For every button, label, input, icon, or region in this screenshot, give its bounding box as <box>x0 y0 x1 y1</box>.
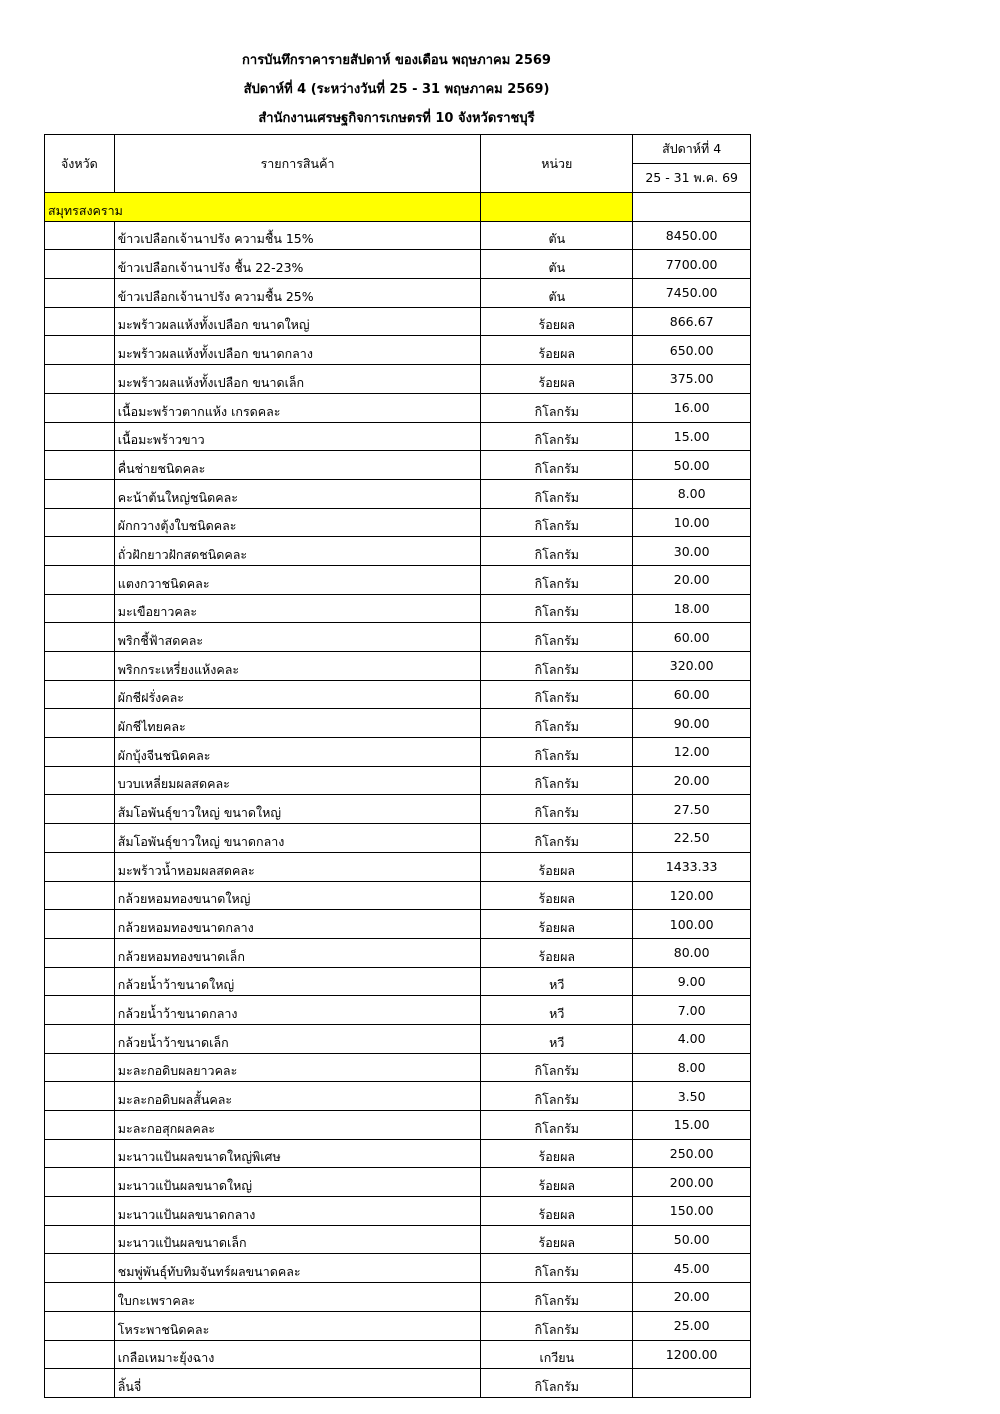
item-name: ใบกะเพราคละ <box>114 1283 481 1312</box>
table-row <box>45 824 751 853</box>
item-price: 8.00 <box>633 479 751 508</box>
item-name: ส้มโอพันธุ์ขาวใหญ่ ขนาดกลาง <box>114 824 481 853</box>
item-price: 90.00 <box>633 709 751 738</box>
item-name: เนื้อมะพร้าวขาว <box>114 422 481 451</box>
item-price: 9.00 <box>633 967 751 996</box>
row-province-cell <box>45 1168 115 1197</box>
row-province-cell <box>45 393 115 422</box>
row-province-cell <box>45 1225 115 1254</box>
item-price: 20.00 <box>633 766 751 795</box>
row-province-cell <box>45 336 115 365</box>
item-price: 8.00 <box>633 1053 751 1082</box>
item-unit: กิโลกรัม <box>481 1369 633 1398</box>
item-price: 22.50 <box>633 824 751 853</box>
row-province-cell <box>45 910 115 939</box>
row-province-cell <box>45 537 115 566</box>
item-name: กล้วยหอมทองขนาดเล็ก <box>114 938 481 967</box>
row-province-cell <box>45 852 115 881</box>
item-unit: กิโลกรัม <box>481 652 633 681</box>
item-price: 1433.33 <box>633 852 751 881</box>
item-price: 50.00 <box>633 1225 751 1254</box>
item-unit: กิโลกรัม <box>481 422 633 451</box>
item-name: ถั่วฝักยาวฝักสดชนิดคละ <box>114 537 481 566</box>
table-row <box>45 422 751 451</box>
item-unit: ร้อยผล <box>481 938 633 967</box>
row-province-cell <box>45 365 115 394</box>
row-province-cell <box>45 938 115 967</box>
item-unit: ร้อยผล <box>481 910 633 939</box>
row-province-cell <box>45 795 115 824</box>
item-price: 7700.00 <box>633 250 751 279</box>
item-price: 18.00 <box>633 594 751 623</box>
item-unit: กิโลกรัม <box>481 537 633 566</box>
row-province-cell <box>45 766 115 795</box>
table-row <box>45 1283 751 1312</box>
table-row <box>45 307 751 336</box>
item-name: พริกชี้ฟ้าสดคละ <box>114 623 481 652</box>
item-price: 45.00 <box>633 1254 751 1283</box>
title-week: สัปดาห์ที่ 4 (ระหว่างวันที่ 25 - 31 พฤษภาคม 2569) <box>243 82 550 97</box>
item-name: ผักชีฝรั่งคละ <box>114 680 481 709</box>
item-unit: ร้อยผล <box>481 1225 633 1254</box>
item-unit: ตัน <box>481 279 633 308</box>
item-name: มะเขือยาวคละ <box>114 594 481 623</box>
item-unit: หวี <box>481 967 633 996</box>
table-row <box>45 393 751 422</box>
item-name: ข้าวเปลือกเจ้านาปรัง ความชื้น 25% <box>114 279 481 308</box>
item-name: กล้วยน้ำว้าขนาดกลาง <box>114 996 481 1025</box>
item-price: 60.00 <box>633 680 751 709</box>
item-price: 3.50 <box>633 1082 751 1111</box>
item-unit: กิโลกรัม <box>481 1111 633 1140</box>
item-price: 25.00 <box>633 1311 751 1340</box>
row-province-cell <box>45 422 115 451</box>
item-name: มะละกอสุกผลคละ <box>114 1111 481 1140</box>
row-province-cell <box>45 824 115 853</box>
table-row <box>45 881 751 910</box>
row-province-cell <box>45 1254 115 1283</box>
item-unit: ตัน <box>481 221 633 250</box>
price-table <box>44 134 751 1398</box>
item-unit: กิโลกรัม <box>481 1254 633 1283</box>
table-row <box>45 250 751 279</box>
row-province-cell <box>45 1283 115 1312</box>
table-row <box>45 508 751 537</box>
table-row <box>45 1082 751 1111</box>
item-unit: ร้อยผล <box>481 1168 633 1197</box>
item-unit: ร้อยผล <box>481 336 633 365</box>
item-name: ส้มโอพันธุ์ขาวใหญ่ ขนาดใหญ่ <box>114 795 481 824</box>
table-row <box>45 1369 751 1398</box>
table-row <box>45 1024 751 1053</box>
table-row <box>45 279 751 308</box>
item-price: 120.00 <box>633 881 751 910</box>
row-province-cell <box>45 1139 115 1168</box>
item-price: 650.00 <box>633 336 751 365</box>
item-name: มะนาวแป้นผลขนาดกลาง <box>114 1197 481 1226</box>
title-office: สำนักงานเศรษฐกิจการเกษตรที่ 10 จังหวัดราชบุรี <box>258 111 535 126</box>
row-province-cell <box>45 1053 115 1082</box>
item-unit: กิโลกรัม <box>481 738 633 767</box>
item-name: กล้วยน้ำว้าขนาดใหญ่ <box>114 967 481 996</box>
row-province-cell <box>45 1024 115 1053</box>
table-row <box>45 565 751 594</box>
item-price: 10.00 <box>633 508 751 537</box>
table-row <box>45 1340 751 1369</box>
item-name: ผักชีไทยคละ <box>114 709 481 738</box>
item-price: 100.00 <box>633 910 751 939</box>
row-province-cell <box>45 307 115 336</box>
row-province-cell <box>45 221 115 250</box>
item-name: กล้วยหอมทองขนาดกลาง <box>114 910 481 939</box>
row-province-cell <box>45 680 115 709</box>
item-unit: กิโลกรัม <box>481 451 633 480</box>
header-dates: 25 - 31 พ.ค. 69 <box>633 164 751 193</box>
item-unit: กิโลกรัม <box>481 393 633 422</box>
table-row <box>45 623 751 652</box>
row-province-cell <box>45 709 115 738</box>
item-unit: กิโลกรัม <box>481 1311 633 1340</box>
row-province-cell <box>45 881 115 910</box>
header-province: จังหวัด <box>45 135 115 193</box>
header-unit: หน่วย <box>481 135 633 193</box>
header-week: สัปดาห์ที่ 4 <box>633 135 751 164</box>
row-province-cell <box>45 996 115 1025</box>
title-main: การบันทึกราคารายสัปดาห์ ของเดือน พฤษภาคม 2569 <box>242 53 551 68</box>
table-row <box>45 1254 751 1283</box>
item-price: 20.00 <box>633 1283 751 1312</box>
row-province-cell <box>45 1369 115 1398</box>
row-province-cell <box>45 623 115 652</box>
item-price: 12.00 <box>633 738 751 767</box>
item-unit: ตัน <box>481 250 633 279</box>
row-province-cell <box>45 508 115 537</box>
item-name: มะนาวแป้นผลขนาดใหญ่ <box>114 1168 481 1197</box>
item-price: 8450.00 <box>633 221 751 250</box>
item-name: มะละกอดิบผลยาวคละ <box>114 1053 481 1082</box>
table-row <box>45 451 751 480</box>
row-province-cell <box>45 565 115 594</box>
row-province-cell <box>45 279 115 308</box>
item-name: มะพร้าวผลแห้งทั้งเปลือก ขนาดกลาง <box>114 336 481 365</box>
table-row <box>45 365 751 394</box>
item-unit: กิโลกรัม <box>481 795 633 824</box>
item-price: 7450.00 <box>633 279 751 308</box>
table-row <box>45 766 751 795</box>
table-row <box>45 795 751 824</box>
item-price: 375.00 <box>633 365 751 394</box>
item-name: พริกกระเหรี่ยงแห้งคละ <box>114 652 481 681</box>
item-name: กล้วยน้ำว้าขนาดเล็ก <box>114 1024 481 1053</box>
item-price: 4.00 <box>633 1024 751 1053</box>
table-row <box>45 537 751 566</box>
item-name: ข้าวเปลือกเจ้านาปรัง ชื้น 22-23% <box>114 250 481 279</box>
province-price-blank <box>633 193 751 222</box>
row-province-cell <box>45 451 115 480</box>
item-unit: ร้อยผล <box>481 881 633 910</box>
item-unit: กิโลกรัม <box>481 766 633 795</box>
table-row <box>45 221 751 250</box>
header-item: รายการสินค้า <box>114 135 481 193</box>
item-name: ข้าวเปลือกเจ้านาปรัง ความชื้น 15% <box>114 221 481 250</box>
item-name: มะนาวแป้นผลขนาดเล็ก <box>114 1225 481 1254</box>
item-name: มะพร้าวผลแห้งทั้งเปลือก ขนาดเล็ก <box>114 365 481 394</box>
item-price: 15.00 <box>633 422 751 451</box>
item-name: มะพร้าวผลแห้งทั้งเปลือก ขนาดใหญ่ <box>114 307 481 336</box>
item-unit: ร้อยผล <box>481 365 633 394</box>
table-row <box>45 910 751 939</box>
row-province-cell <box>45 1311 115 1340</box>
item-price: 80.00 <box>633 938 751 967</box>
table-row <box>45 1053 751 1082</box>
table-row <box>45 336 751 365</box>
item-unit: ร้อยผล <box>481 1139 633 1168</box>
item-name: แตงกวาชนิดคละ <box>114 565 481 594</box>
row-province-cell <box>45 967 115 996</box>
row-province-cell <box>45 738 115 767</box>
row-province-cell <box>45 1082 115 1111</box>
table-row <box>45 852 751 881</box>
item-name: มะพร้าวน้ำหอมผลสดคละ <box>114 852 481 881</box>
price-table-body <box>45 135 751 1398</box>
table-row <box>45 1311 751 1340</box>
item-unit: ร้อยผล <box>481 307 633 336</box>
item-unit: เกวียน <box>481 1340 633 1369</box>
item-unit: หวี <box>481 996 633 1025</box>
item-price: 320.00 <box>633 652 751 681</box>
item-unit: กิโลกรัม <box>481 1283 633 1312</box>
item-price: 866.67 <box>633 307 751 336</box>
item-unit: ร้อยผล <box>481 1197 633 1226</box>
item-unit: กิโลกรัม <box>481 680 633 709</box>
table-row <box>45 938 751 967</box>
table-row <box>45 996 751 1025</box>
item-unit: กิโลกรัม <box>481 623 633 652</box>
item-price: 1200.00 <box>633 1340 751 1369</box>
item-name: คะน้าต้นใหญ่ชนิดคละ <box>114 479 481 508</box>
item-name: ผักบุ้งจีนชนิดคละ <box>114 738 481 767</box>
table-row <box>45 652 751 681</box>
item-price: 30.00 <box>633 537 751 566</box>
item-unit: หวี <box>481 1024 633 1053</box>
table-row <box>45 1168 751 1197</box>
item-name: บวบเหลี่ยมผลสดคละ <box>114 766 481 795</box>
table-row <box>45 680 751 709</box>
row-province-cell <box>45 250 115 279</box>
item-name: มะนาวแป้นผลขนาดใหญ่พิเศษ <box>114 1139 481 1168</box>
item-unit: กิโลกรัม <box>481 479 633 508</box>
table-row <box>45 1197 751 1226</box>
item-name: ชมพู่พันธุ์ทับทิมจันทร์ผลขนาดคละ <box>114 1254 481 1283</box>
item-name: โหระพาชนิดคละ <box>114 1311 481 1340</box>
item-name: ผักกวางตุ้งใบชนิดคละ <box>114 508 481 537</box>
row-province-cell <box>45 1197 115 1226</box>
item-unit: กิโลกรัม <box>481 709 633 738</box>
item-name: ลิ้นจี่ <box>114 1369 481 1398</box>
table-row <box>45 594 751 623</box>
province-name: สมุทรสงคราม <box>45 193 481 222</box>
item-price: 27.50 <box>633 795 751 824</box>
item-price: 50.00 <box>633 451 751 480</box>
row-province-cell <box>45 1340 115 1369</box>
row-province-cell <box>45 1111 115 1140</box>
province-unit-blank <box>481 193 633 222</box>
item-price: 16.00 <box>633 393 751 422</box>
table-row <box>45 738 751 767</box>
item-name: มะละกอดิบผลสั้นคละ <box>114 1082 481 1111</box>
item-unit: กิโลกรัม <box>481 594 633 623</box>
table-row <box>45 1225 751 1254</box>
item-unit: กิโลกรัม <box>481 508 633 537</box>
item-name: เกลือเหมาะยุ้งฉาง <box>114 1340 481 1369</box>
item-unit: กิโลกรัม <box>481 1082 633 1111</box>
item-unit: กิโลกรัม <box>481 565 633 594</box>
table-row <box>45 479 751 508</box>
item-unit: กิโลกรัม <box>481 1053 633 1082</box>
item-name: เนื้อมะพร้าวตากแห้ง เกรดคละ <box>114 393 481 422</box>
item-unit: กิโลกรัม <box>481 824 633 853</box>
item-price: 200.00 <box>633 1168 751 1197</box>
table-row <box>45 1139 751 1168</box>
table-row <box>45 1111 751 1140</box>
item-name: คื่นช่ายชนิดคละ <box>114 451 481 480</box>
item-price: 150.00 <box>633 1197 751 1226</box>
item-price: 60.00 <box>633 623 751 652</box>
table-row <box>45 709 751 738</box>
header-row <box>45 135 751 164</box>
row-province-cell <box>45 594 115 623</box>
row-province-cell <box>45 479 115 508</box>
table-row <box>45 967 751 996</box>
row-province-cell <box>45 652 115 681</box>
item-price: 250.00 <box>633 1139 751 1168</box>
item-price: 20.00 <box>633 565 751 594</box>
province-row <box>45 193 751 222</box>
item-unit: ร้อยผล <box>481 852 633 881</box>
item-price <box>633 1369 751 1398</box>
item-name: กล้วยหอมทองขนาดใหญ่ <box>114 881 481 910</box>
item-price: 15.00 <box>633 1111 751 1140</box>
item-price: 7.00 <box>633 996 751 1025</box>
